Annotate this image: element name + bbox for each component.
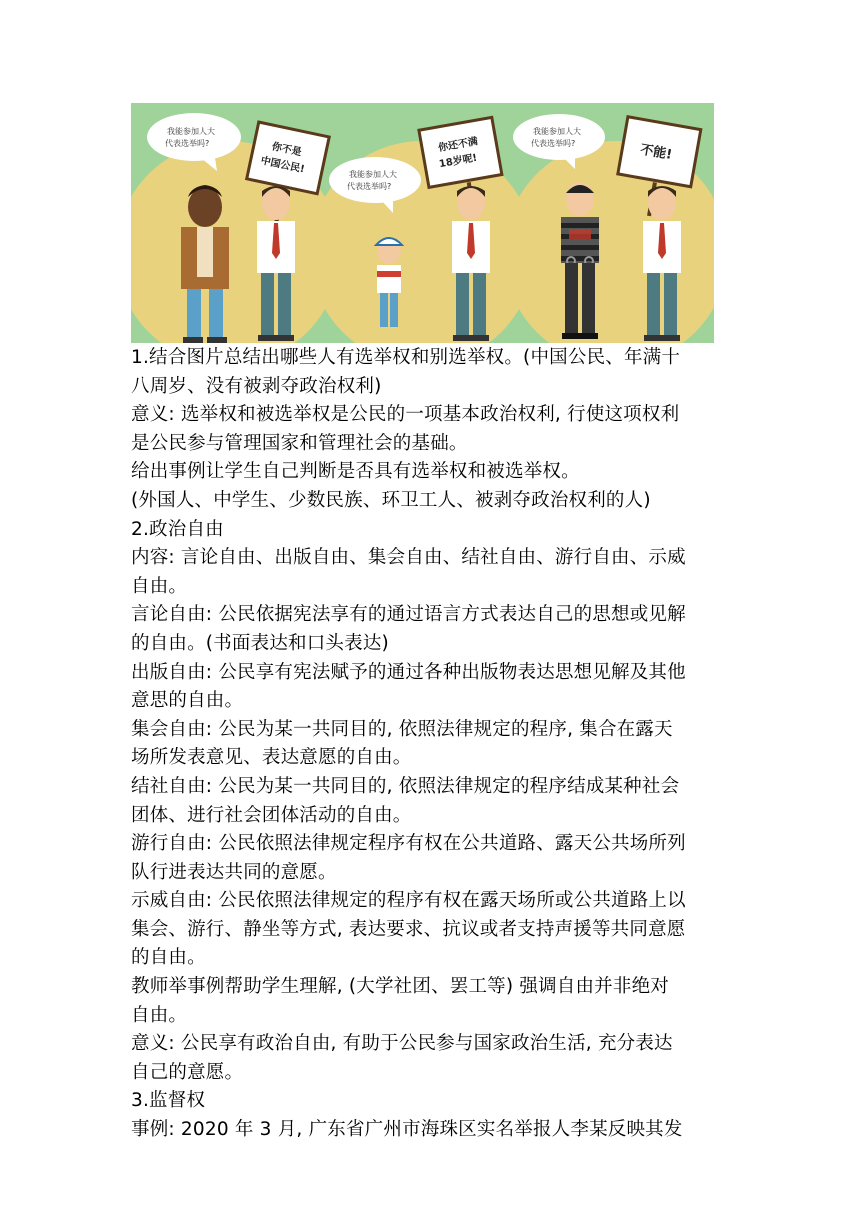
illustration — [131, 103, 714, 343]
panel-2-question-line-1: 我能参加人大 — [349, 170, 397, 179]
body-line: 集会、游行、静坐等方式, 表达要求、抗议或者支持声援等共同意愿 — [131, 918, 686, 940]
body-line: 出版自由: 公民享有宪法赋予的通过各种出版物表达思想见解及其他 — [131, 661, 686, 683]
body-line: 团体、进行社会团体活动的自由。 — [131, 804, 412, 826]
illustration-svg — [131, 103, 714, 343]
panel-1-sign-line-1: 你不是 — [270, 141, 303, 159]
panel-2-question-line-2: 代表选举吗? — [347, 182, 392, 191]
body-line: 的自由。 — [131, 947, 206, 969]
body-line: 场所发表意见、表达意愿的自由。 — [131, 747, 412, 769]
panel-1-question-line-1: 我能参加人大 — [167, 127, 215, 136]
body-line: 八周岁、没有被剥夺政治权利) — [131, 375, 382, 397]
body-line: 自由。 — [131, 1004, 188, 1026]
body-line: 自由。 — [131, 575, 188, 597]
body-line: 的自由。(书面表达和口头表达) — [131, 632, 389, 654]
panel-1-question-line-2: 代表选举吗? — [165, 139, 210, 148]
body-line: 意思的自由。 — [131, 690, 244, 712]
body-line: 1.结合图片总结出哪些人有选举权和别选举权。(中国公民、年满十 — [131, 347, 681, 368]
panel-3-question-line-1: 我能参加人大 — [533, 127, 581, 136]
panel-2-sign-line-1: 你还不满 — [437, 136, 479, 155]
body-line: 意义: 选举权和被选举权是公民的一项基本政治权利, 行使这项权利 — [131, 404, 680, 426]
body-line: 队行进表达共同的意愿。 — [131, 861, 337, 883]
body-line: 给出事例让学生自己判断是否具有选举权和被选举权。 — [131, 461, 580, 483]
body-line: 教师举事例帮助学生理解, (大学社团、罢工等) 强调自由并非绝对 — [131, 976, 669, 998]
body-line: 游行自由: 公民依照法律规定程序有权在公共道路、露天公共场所列 — [131, 833, 686, 855]
body-line: 集会自由: 公民为某一共同目的, 依照法律规定的程序, 集合在露天 — [131, 718, 673, 740]
body-line: 自己的意愿。 — [131, 1061, 244, 1083]
body-line: 事例: 2020 年 3 月, 广东省广州市海珠区实名举报人李某反映其发 — [131, 1119, 683, 1141]
section-heading: 2.政治自由 — [131, 518, 224, 540]
body-line: 内容: 言论自由、出版自由、集会自由、结社自由、游行自由、示威 — [131, 547, 686, 569]
panel-2-sign-line-2: 18岁呢! — [438, 152, 479, 171]
body-line: 示威自由: 公民依照法律规定的程序有权在露天场所或公共道路上以 — [131, 890, 686, 912]
body-line: (外国人、中学生、少数民族、环卫工人、被剥夺政治权利的人) — [131, 489, 651, 511]
body-line: 结社自由: 公民为某一共同目的, 依照法律规定的程序结成某种社会 — [131, 775, 680, 797]
panel-1-sign-line-2: 中国公民! — [259, 155, 306, 176]
panel-3-sign-text: 不能! — [639, 142, 674, 163]
document-body — [131, 344, 737, 1145]
body-line: 意义: 公民享有政治自由, 有助于公民参与国家政治生活, 充分表达 — [131, 1033, 673, 1055]
section-heading: 3.监督权 — [131, 1090, 206, 1112]
panel-3-question-line-2: 代表选举吗? — [531, 139, 576, 148]
body-line: 言论自由: 公民依据宪法享有的通过语言方式表达自己的思想或见解 — [131, 604, 686, 626]
body-line: 是公民参与管理国家和管理社会的基础。 — [131, 432, 468, 454]
